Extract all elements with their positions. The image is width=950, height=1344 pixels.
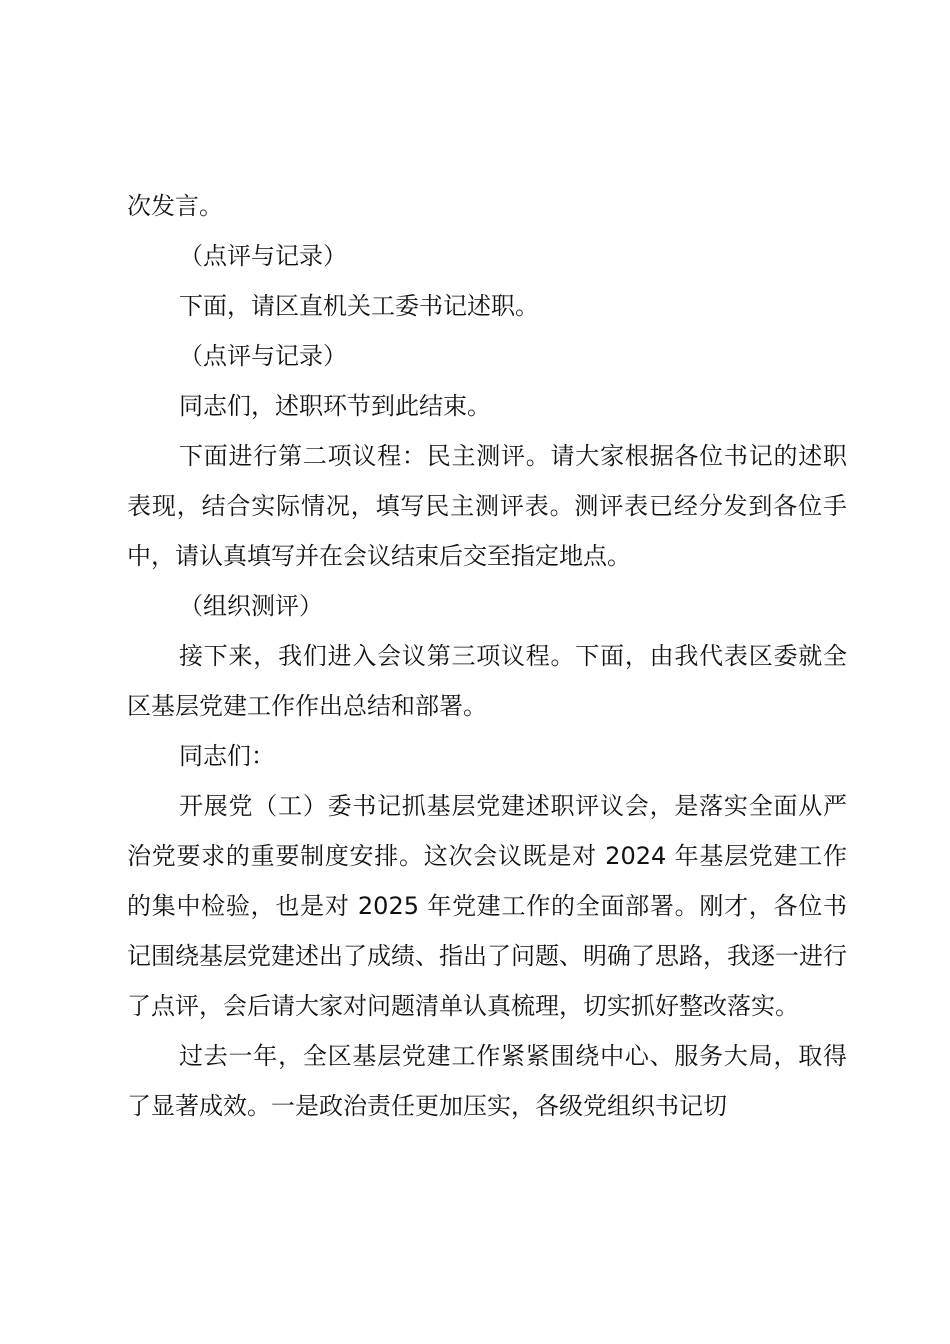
paragraph-continuation: 次发言。 (127, 192, 223, 220)
paragraph-report-end: 同志们，述职环节到此结束。 (179, 392, 491, 420)
paragraph-agenda-three: 接下来，我们进入会议第三项议程。下面，由我代表区委就全区基层党建工作作出总结和部署。 (127, 642, 847, 720)
paragraph-agenda-two: 下面进行第二项议程：民主测评。请大家根据各位书记的述职表现，结合实际情况，填写民主测评表。测评表已经分发到各位手中，请认真填写并在会议结束后交至指定地点。 (127, 442, 847, 570)
paragraph-past-year: 过去一年，全区基层党建工作紧紧围绕中心、服务大局，取得了显著成效。一是政治责任更加压实，各级党组织书记切 (127, 1042, 847, 1120)
paragraph-note-evaluation: （组织测评） (179, 592, 323, 620)
paragraph-meeting-purpose: 开展党（工）委书记抓基层党建述职评议会，是落实全面从严治党要求的重要制度安排。这次会议既是对 2024 年基层党建工作的集中检验，也是对 2025 年党建工作的全面部署。刚才，各位书记围绕基层党建述出了成绩、指出了问题、明确了思路，我逐一进行了点评，会后请大家对问题清单认真梳理，切实抓好整改落实。 (127, 792, 847, 1020)
paragraph-note-review-1: （点评与记录） (179, 242, 347, 270)
paragraph-invite-report: 下面，请区直机关工委书记述职。 (179, 292, 539, 320)
paragraph-note-review-2: （点评与记录） (179, 342, 347, 370)
paragraph-salutation: 同志们： (179, 742, 275, 770)
document-body (127, 181, 847, 1131)
